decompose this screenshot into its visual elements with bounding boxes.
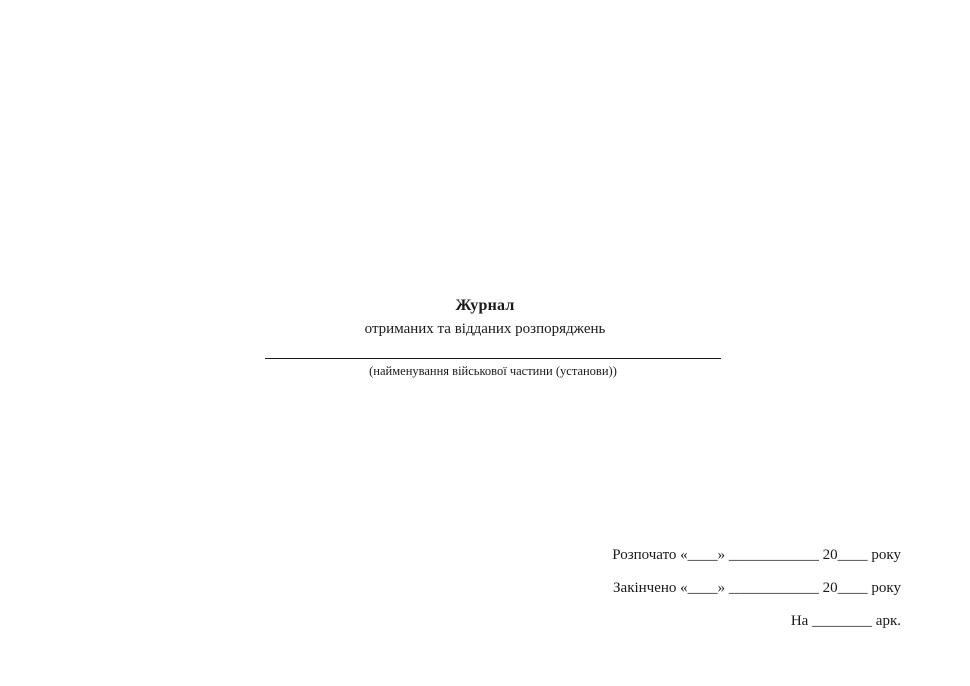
unit-name-caption: (найменування військової частини (установи)) (369, 364, 617, 378)
unit-name-block (265, 358, 721, 379)
title-block (0, 296, 970, 339)
page-title: Журнал (455, 297, 515, 314)
finished-date-line: Закінчено «____» ____________ 20____ року (613, 580, 901, 596)
footer-block (612, 539, 901, 638)
sheets-count-line: На ________ арк. (790, 613, 901, 629)
page-subtitle: отриманих та відданих розпоряджень (364, 321, 606, 337)
started-date-line: Розпочато «____» ____________ 20____ року (612, 547, 901, 563)
unit-name-rule (265, 358, 721, 359)
